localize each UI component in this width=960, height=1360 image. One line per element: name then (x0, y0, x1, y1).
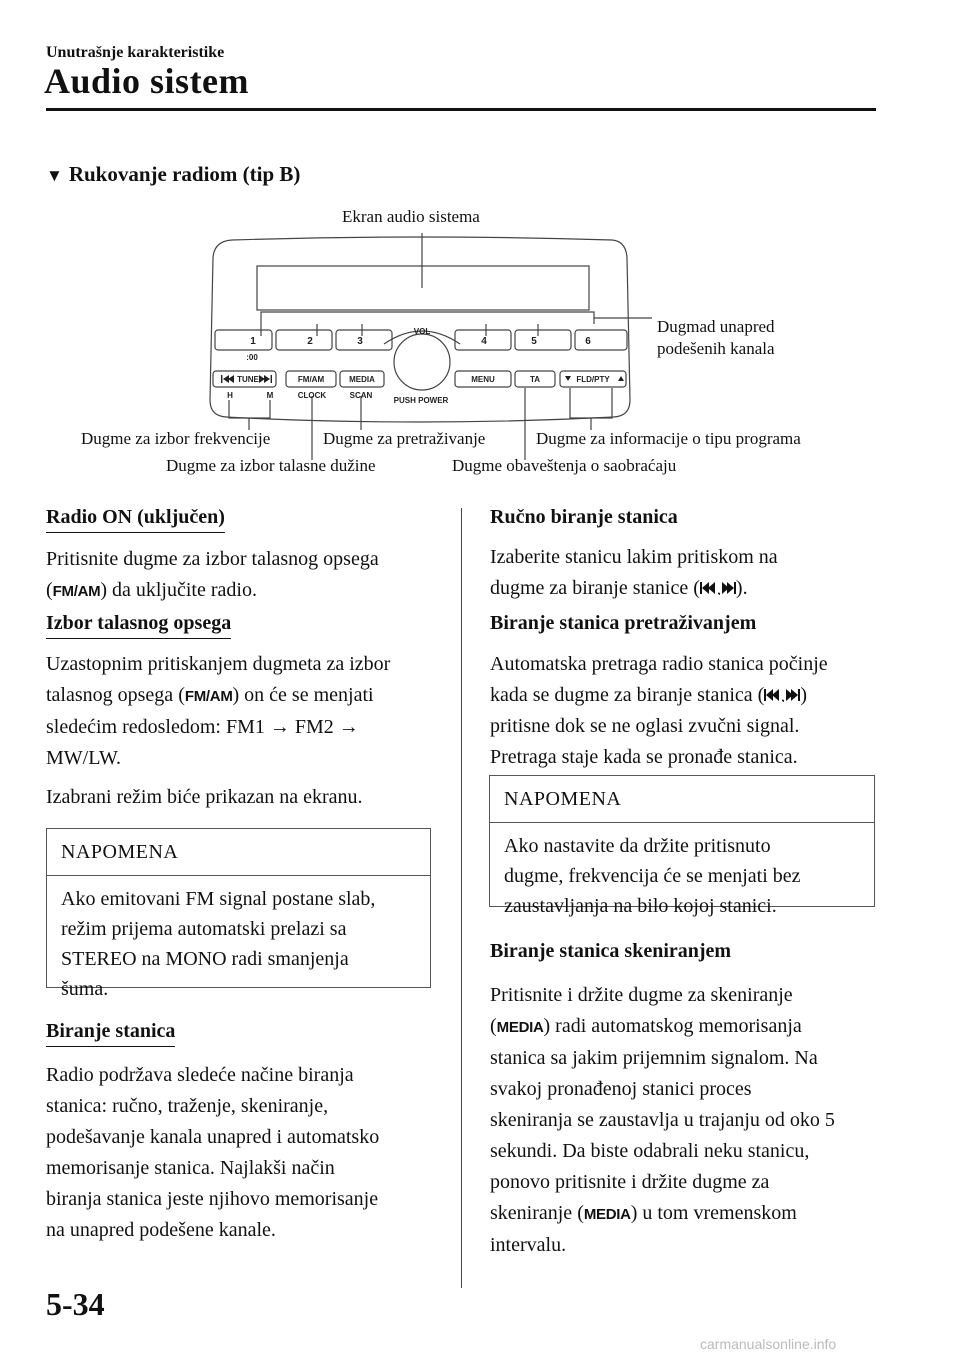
column-divider (461, 508, 462, 1288)
fld-pty-label: FLD/PTY (576, 375, 610, 384)
note-box-right (489, 775, 875, 917)
callout-pty: Dugme za informacije o tipu programa (536, 429, 801, 448)
chapter-label: Unutrašnje karakteristike (46, 44, 225, 61)
media-label: MEDIA (349, 375, 375, 384)
clock-label: CLOCK (297, 391, 327, 400)
preset-label-5: 5 (531, 336, 537, 347)
folder-up-icon (618, 376, 624, 381)
preset-label-2: 2 (307, 336, 313, 347)
note-body-left: Ako emitovani FM signal postane slab, režim prijema automatski prelazi sa STEREO na MONO radi smanjenja šuma. (61, 888, 376, 1000)
page-number: 5-34 (46, 1286, 105, 1322)
menu-label: MENU (471, 375, 495, 384)
m-label: M (266, 391, 274, 400)
para-manual-tuning: Izaberite stanicu lakim pritiskom na dugme za biranje stanice ( , ). (490, 546, 778, 599)
para-band-line2: talasnog opsega (FM/AM) on će se menjati (46, 684, 374, 706)
preset-button-3 (336, 330, 392, 350)
note-title-left: NAPOMENA (47, 829, 430, 876)
fm-am-label: FM/AM (297, 375, 325, 384)
vol-label: VOL (413, 327, 431, 336)
seek-back-icon (221, 375, 234, 383)
media-key: MEDIA (583, 1206, 631, 1223)
para-band-mode: Izabrani režim biće prikazan na ekranu. (46, 786, 363, 808)
svg-text:,: , (781, 688, 786, 702)
para-station-select: Radio podržava sledeće načine biranja stanica: ručno, traženje, skeniranje, podešavanje kanala unapred i automatsko memorisanje stanica. Najlakši način biranja stanica jeste njihovo memorisanje na unapred podešene kanale. (46, 1064, 380, 1241)
h-label: H (227, 391, 233, 400)
heading-station-select: Biranje stanica (46, 1020, 175, 1047)
fm-am-key: FM/AM (52, 583, 101, 600)
preset-label-3: 3 (357, 336, 363, 347)
note-title-right: NAPOMENA (490, 776, 874, 823)
preset-label-1: 1 (250, 336, 256, 347)
preset-button-6 (575, 330, 627, 350)
volume-knob (394, 334, 450, 390)
fm-am-key: FM/AM (184, 688, 233, 705)
page-title: Audio sistem (44, 61, 250, 101)
triangle-marker-icon: ▼ (46, 166, 63, 185)
callout-scan: Dugme za pretraživanje (323, 429, 486, 448)
callout-preset-line1: Dugmad unapred (657, 317, 775, 336)
seek-back-forward-icon (764, 688, 800, 702)
heading-band-select: Izbor talasnog opsega (46, 612, 231, 639)
heading-seek-tuning: Biranje stanica pretraživanjem (490, 612, 757, 634)
para-radio-on (46, 544, 446, 607)
radio-panel-diagram (0, 0, 960, 500)
callout-preset (657, 316, 775, 360)
svg-text:,: , (716, 581, 721, 595)
watermark: carmanualsonline.info (700, 1336, 837, 1352)
preset-button-2 (276, 330, 332, 350)
para-radio-on-line2: (FM/AM) da uključite radio. (46, 579, 257, 601)
push-power-label: PUSH POWER (393, 396, 449, 405)
note-box-left (46, 828, 431, 1000)
preset-label-4: 4 (481, 336, 487, 347)
folder-down-icon (565, 376, 571, 381)
ta-label: TA (529, 375, 541, 384)
clock-sub-label: :00 (246, 353, 258, 362)
display-screen (257, 266, 589, 310)
preset-button-5 (515, 330, 571, 350)
tune-label: TUNE (237, 375, 259, 384)
callout-frequency: Dugme za izbor frekvencije (81, 429, 271, 448)
callout-band: Dugme za izbor talasne dužine (166, 456, 376, 475)
callout-display: Ekran audio sistema (342, 207, 480, 226)
callout-preset-line2: podešenih kanala (657, 339, 775, 358)
note-body-right: Ako nastavite da držite pritisnuto dugme, frekvencija će se menjati bez zaustavljanja na bilo kojoj stanici. (504, 835, 801, 917)
callout-traffic: Dugme obaveštenja o saobraćaju (452, 456, 677, 475)
para-scan-tuning: Pritisnite i držite dugme za skeniranje (MEDIA) radi automatskog memorisanja stanica sa jakim prijemnim signalom. Na svakoj pronađenoj stanici proces skeniranja se zaustavlja u trajanju od oko 5 sekundi. Da biste odabrali neku stanicu, ponovo pritisnite i držite dugme za skeniranje (MEDIA) u tom vremenskom intervalu. (490, 984, 835, 1256)
heading-radio-on: Radio ON (uključen) (46, 506, 225, 533)
seek-forward-icon (259, 375, 272, 383)
para-band-line1: Uzastopnim pritiskanjem dugmeta za izbor (46, 653, 391, 675)
heading-manual-tuning: Ručno biranje stanica (490, 506, 678, 528)
section-heading-text: Rukovanje radiom (tip B) (68, 162, 301, 186)
para-radio-on-line1: Pritisnite dugme za izbor talasnog opsega (46, 548, 379, 570)
heading-scan-tuning: Biranje stanica skeniranjem (490, 940, 732, 962)
para-band-select (46, 649, 446, 774)
seek-back-forward-icon (700, 581, 736, 595)
para-band-line3: sledećim redosledom: FM1 → FM2 → (46, 716, 359, 738)
media-key: MEDIA (496, 1019, 544, 1036)
para-band-line4: MW/LW. (46, 747, 121, 769)
preset-button-1 (215, 330, 272, 350)
scan-label: SCAN (349, 391, 373, 400)
preset-label-6: 6 (585, 336, 591, 347)
para-seek-tuning: Automatska pretraga radio stanica počinje kada se dugme za biranje stanica ( , ) pritisne dok se ne oglasi zvučni signal. Pretraga staje kada se pronađe stanica. (490, 653, 828, 768)
